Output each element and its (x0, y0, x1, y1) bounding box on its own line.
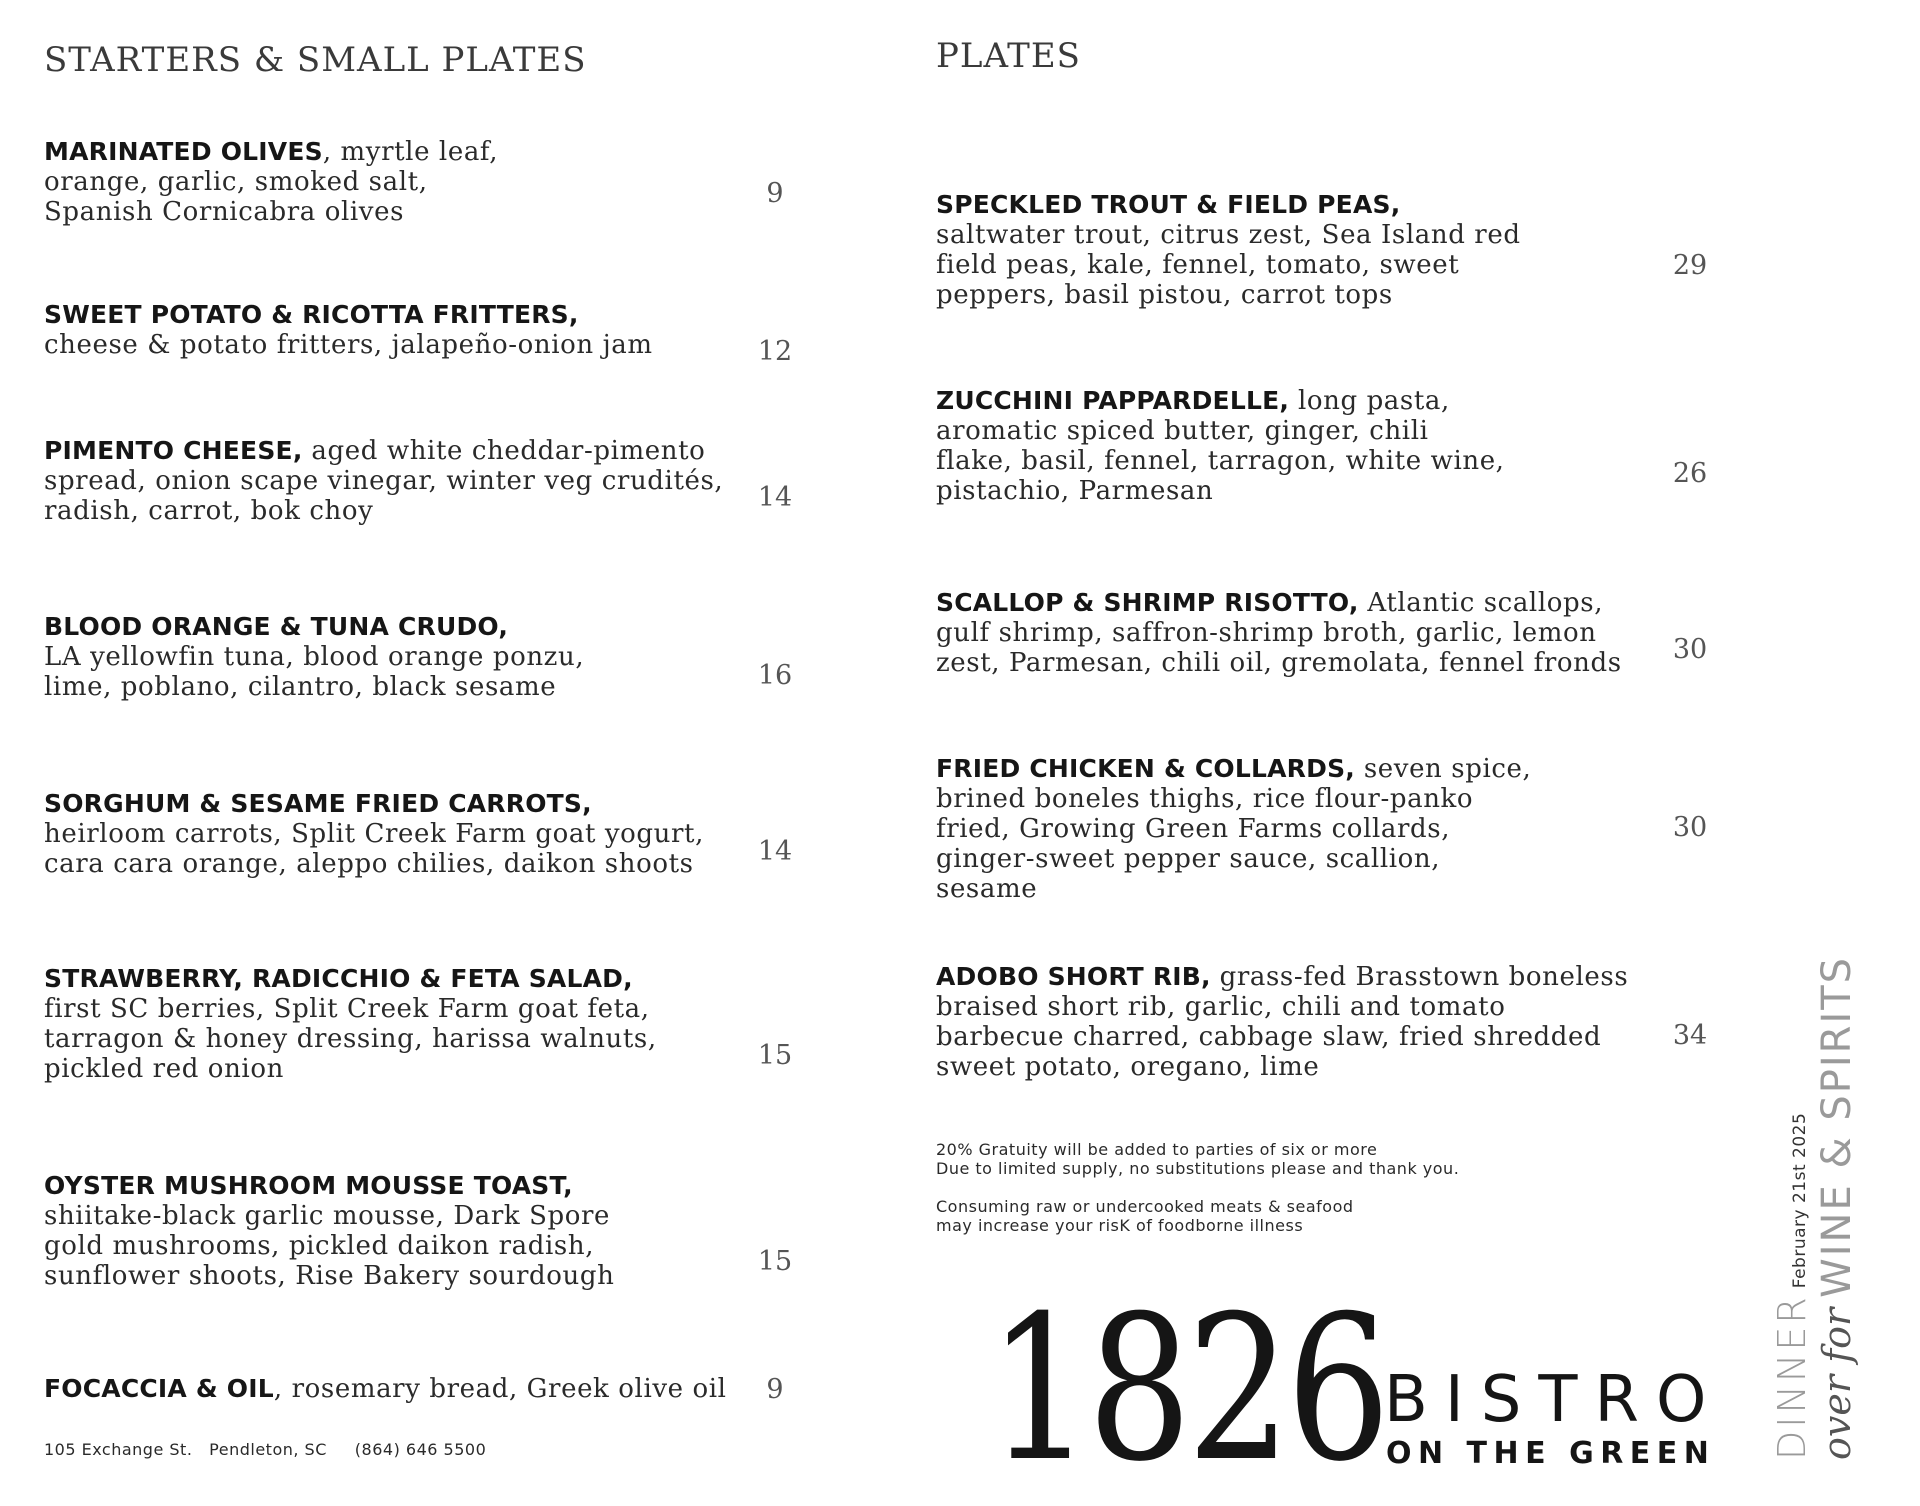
item-name: STRAWBERRY, RADICCHIO & FETA SALAD, (44, 964, 633, 993)
section-title-plates: PLATES (936, 36, 1081, 76)
item-name: BLOOD ORANGE & TUNA CRUDO, (44, 612, 509, 641)
menu-item (44, 612, 624, 702)
item-description: Atlantic scallops, gulf shrimp, saffron-shrimp broth, garlic, lemon zest, Parmesan, chili oil, gremolata, fennel fronds (936, 588, 1622, 678)
menu-item (44, 300, 664, 360)
menu-item (936, 190, 1566, 310)
item-description: heirloom carrots, Split Creek Farm goat yogurt, cara cara orange, aleppo chilies, daikon shoots (44, 819, 704, 879)
item-price: 12 (757, 336, 793, 367)
substitution-note: Due to limited supply, no substitutions please and thank you. (936, 1159, 1460, 1178)
menu-item (44, 1374, 744, 1404)
item-price: 14 (757, 482, 793, 513)
health-warning-cont: may increase your risK of foodborne illness (936, 1216, 1304, 1235)
item-description: aged white cheddar-pimento spread, onion scape vinegar, winter veg crudités, radish, carrot, bok choy (44, 436, 724, 526)
health-warning: Consuming raw or undercooked meats & seafood (936, 1197, 1354, 1216)
section-title-starters: STARTERS & SMALL PLATES (44, 40, 587, 80)
item-price: 14 (757, 836, 793, 867)
item-name: FOCACCIA & OIL (44, 1374, 274, 1403)
item-price: 16 (757, 660, 793, 691)
item-price: 30 (1672, 634, 1708, 665)
wine-spirits-label: WINE & SPIRITS (1814, 955, 1860, 1298)
logo-tagline: ON THE GREEN (1386, 1436, 1716, 1471)
item-price: 9 (766, 1374, 784, 1405)
item-price: 30 (1672, 812, 1708, 843)
side-banner (1770, 955, 1880, 1460)
item-name: ZUCCHINI PAPPARDELLE, (936, 386, 1290, 415)
menu-item (44, 1171, 634, 1291)
item-price: 9 (766, 178, 784, 209)
logo-name: BISTRO (1384, 1363, 1724, 1437)
item-name: MARINATED OLIVES (44, 137, 323, 166)
item-price: 29 (1672, 250, 1708, 281)
menu-item (44, 964, 674, 1084)
item-name: SPECKLED TROUT & FIELD PEAS, (936, 190, 1401, 219)
item-name: PIMENTO CHEESE, (44, 436, 303, 465)
item-price: 15 (757, 1040, 793, 1071)
item-name: SORGHUM & SESAME FRIED CARROTS, (44, 789, 592, 818)
dinner-label: DINNER (1770, 1294, 1814, 1460)
item-description: seven spice, brined boneles thighs, rice flour-panko fried, Growing Green Farms collards, ginger-sweet pepper sauce, scallion, sesame (936, 754, 1532, 904)
item-description: saltwater trout, citrus zest, Sea Island red field peas, kale, fennel, tomato, sweet peppers, basil pistou, carrot tops (936, 220, 1521, 310)
item-description: first SC berries, Split Creek Farm goat feta, tarragon & honey dressing, harissa walnuts, pickled red onion (44, 994, 657, 1084)
item-description: grass-fed Brasstown boneless braised short rib, garlic, chili and tomato barbecue charred, cabbage slaw, fried shredded sweet potato, oregano, lime (936, 962, 1629, 1082)
menu-date: February 21st 2025 (1790, 1112, 1810, 1289)
menu-item (936, 588, 1636, 678)
item-price: 26 (1672, 458, 1708, 489)
logo-number: 1826 (988, 1273, 1386, 1506)
item-price: 15 (757, 1246, 793, 1277)
menu-item (44, 137, 514, 227)
item-description: , rosemary bread, Greek olive oil (273, 1374, 727, 1404)
item-description: shiitake-black garlic mousse, Dark Spore gold mushrooms, pickled daikon radish, sunflower shoots, Rise Bakery sourdough (44, 1201, 615, 1291)
menu-item (44, 789, 704, 879)
over-for-label: over for (1815, 1307, 1859, 1460)
item-description: long pasta, aromatic spiced butter, ginger, chili flake, basil, fennel, tarragon, white wine, pistachio, Parmesan (936, 386, 1505, 506)
menu-item (936, 386, 1506, 506)
item-name: ADOBO SHORT RIB, (936, 962, 1211, 991)
menu-item (44, 436, 734, 526)
address-line: 105 Exchange St. Pendleton, SC (864) 646 5500 (44, 1440, 487, 1459)
gratuity-note: 20% Gratuity will be added to parties of six or more (936, 1140, 1378, 1159)
item-name: SCALLOP & SHRIMP RISOTTO, (936, 588, 1359, 617)
item-name: OYSTER MUSHROOM MOUSSE TOAST, (44, 1171, 573, 1200)
item-name: FRIED CHICKEN & COLLARDS, (936, 754, 1355, 783)
item-price: 34 (1672, 1020, 1708, 1051)
item-description: LA yellowfin tuna, blood orange ponzu, lime, poblano, cilantro, black sesame (44, 642, 585, 702)
menu-item (936, 754, 1546, 904)
item-description: cheese & potato fritters, jalapeño-onion jam (44, 330, 653, 360)
menu-notes (936, 1140, 1459, 1235)
item-name: SWEET POTATO & RICOTTA FRITTERS, (44, 300, 579, 329)
item-description: , myrtle leaf, orange, garlic, smoked salt, Spanish Cornicabra olives (44, 137, 499, 227)
menu-item (936, 962, 1636, 1082)
